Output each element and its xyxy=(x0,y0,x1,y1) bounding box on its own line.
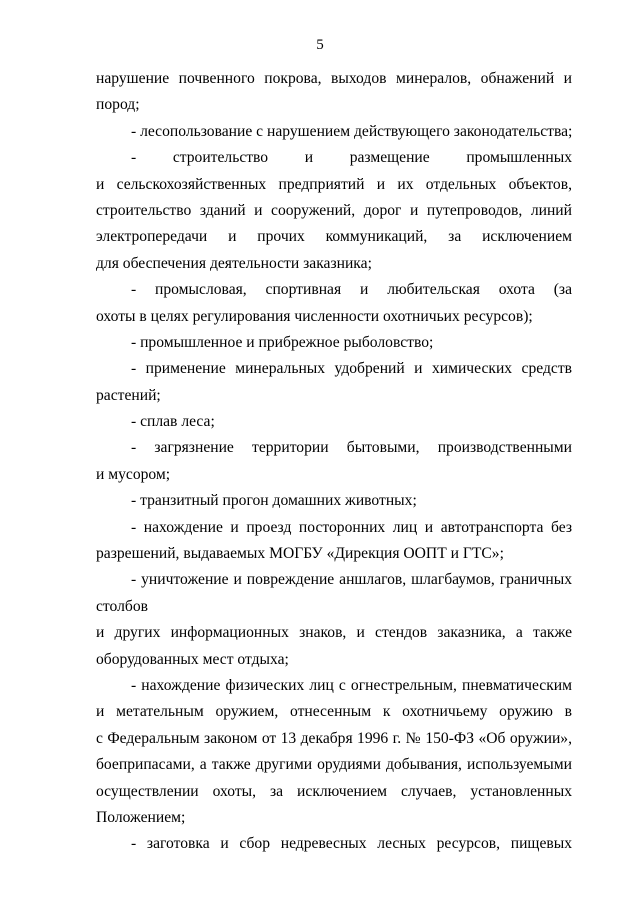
text-line: нарушение почвенного покрова, выходов минералов, обнажений и xyxy=(96,70,572,87)
document-body xyxy=(96,66,572,858)
text-line: - уничтожение и повреждение аншлагов, шлагбаумов, граничных xyxy=(131,571,572,589)
text-line: Положением; xyxy=(96,808,186,826)
text-line: с Федеральным законом от 13 декабря 1996 г. № 150-ФЗ «Об оружии», xyxy=(96,729,572,747)
text-line: оборудованных мест отдыха; xyxy=(96,650,289,668)
text-line: - применение минеральных удобрений и химических средств xyxy=(131,360,572,378)
text-line: - нахождение физических лиц с огнестрельным, пневматическим xyxy=(131,676,572,694)
page-number: 5 xyxy=(316,37,324,53)
text-line: - лесопользование с нарушением действующего законодательства; xyxy=(131,122,572,140)
text-line: - загрязнение территории бытовыми, производственными xyxy=(131,439,572,457)
text-line: и других информационных знаков, и стендов заказника, а также xyxy=(96,624,572,642)
text-line: разрешений, выдаваемых МОГБУ «Дирекция ООПТ и ГТС»; xyxy=(96,545,504,563)
text-line: строительство зданий и сооружений, дорог и путепроводов, линий xyxy=(96,201,572,219)
text-line: - строительство и размещение промышленных xyxy=(131,149,572,167)
text-line: - промысловая, спортивная и любительская охота (за xyxy=(131,281,572,299)
text-line: электропередачи и прочих коммуникаций, за исключением xyxy=(96,228,572,246)
text-line: столбов xyxy=(96,597,148,615)
text-line: боеприпасами, а также другими орудиями добывания, используемыми xyxy=(96,756,572,774)
text-line: - сплав леса; xyxy=(131,413,215,431)
text-line: - нахождение и проезд посторонних лиц и автотранспорта без xyxy=(131,518,572,536)
text-line: - промышленное и прибрежное рыболовство; xyxy=(131,333,434,351)
text-line: растений; xyxy=(96,386,161,404)
text-line: - заготовка и сбор недревесных лесных ресурсов, пищевых xyxy=(131,835,572,853)
text-line: пород; xyxy=(96,96,140,114)
text-line: охоты в целях регулирования численности охотничьих ресурсов); xyxy=(96,307,533,325)
text-line: и мусором; xyxy=(96,465,171,483)
text-line: и метательным оружием, отнесенным к охотничьему оружию в xyxy=(96,703,572,721)
text-line: осуществлении охоты, за исключением случаев, установленных xyxy=(96,782,572,800)
text-line: - транзитный прогон домашних животных; xyxy=(131,492,417,510)
text-line: и сельскохозяйственных предприятий и их отдельных объектов, xyxy=(96,175,572,193)
text-line: для обеспечения деятельности заказника; xyxy=(96,254,372,272)
